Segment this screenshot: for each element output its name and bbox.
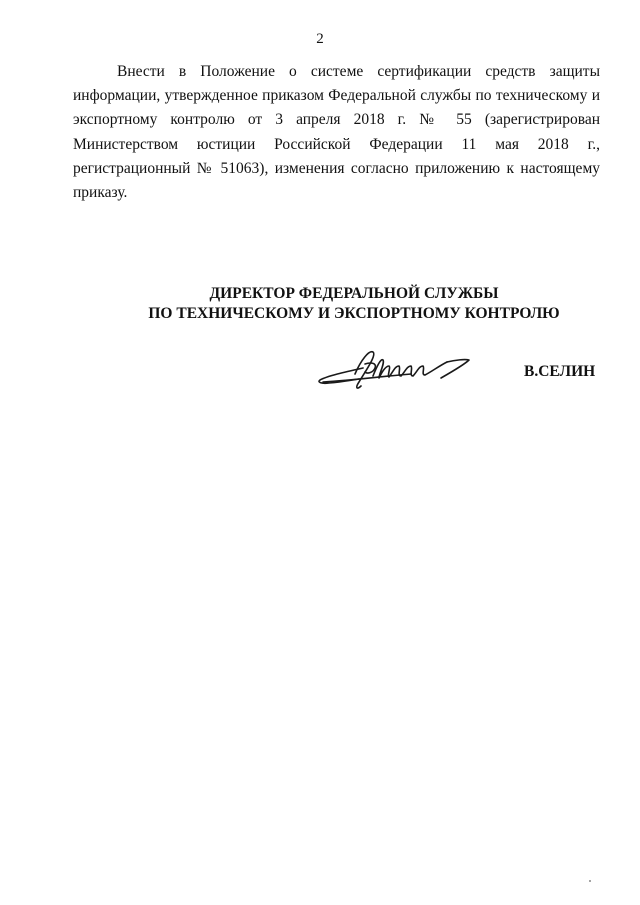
director-title-line-1: ДИРЕКТОР ФЕДЕРАЛЬНОЙ СЛУЖБЫ (209, 285, 499, 302)
paragraph-line: регистрационный № 51063), изменения согласно приложению к настоящему (73, 159, 600, 177)
page-number: 2 (316, 31, 324, 47)
paragraph-line: Министерством юстиции Российской Федерации 11 мая 2018 г., (73, 135, 600, 153)
scan-speck (589, 880, 591, 882)
paragraph-line: экспортному контролю от 3 апреля 2018 г. № 55 (зарегистрирован (73, 111, 600, 129)
paragraph-line: Внести в Положение о системе сертификации средств защиты (117, 63, 600, 80)
director-title (0, 284, 640, 324)
order-paragraph (73, 60, 600, 205)
paragraph-line: приказу. (73, 184, 128, 202)
director-title-line-2: ПО ТЕХНИЧЕСКОМУ И ЭКСПОРТНОМУ КОНТРОЛЮ (148, 305, 560, 322)
handwritten-signature (315, 346, 475, 396)
paragraph-line: информации, утвержденное приказом Федеральной службы по техническому и (73, 87, 600, 105)
signer-name: В.СЕЛИН (524, 363, 596, 380)
